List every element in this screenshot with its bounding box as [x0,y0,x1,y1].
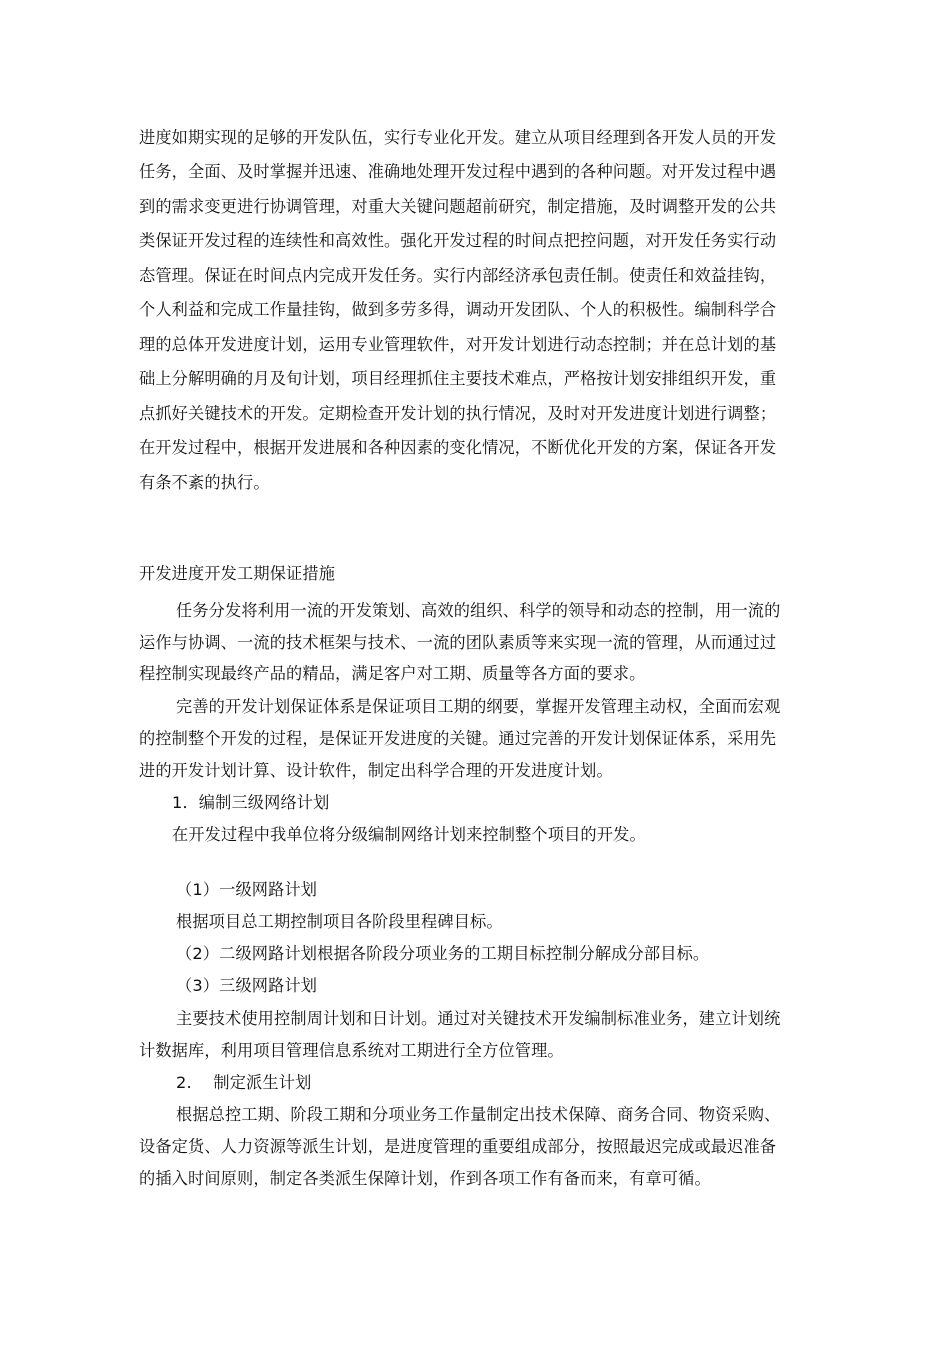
item2-text-line: 设备定货、人力资源等派生计划，是进度管理的重要组成部分，按照最迟完成或最迟准备 [139,1137,777,1156]
item1-heading: 1．编制三级网络计划 [172,793,330,812]
paragraph1-line: 态管理。保证在时间点内完成开发任务。实行内部经济承包责任制。使责任和效益挂钩， [139,266,777,285]
sub3-text-line: 主要技术使用控制周计划和日计划。通过对关键技术开发编制标准业务，建立计划统 [176,1009,781,1028]
paragraph1-line: 进度如期实现的足够的开发队伍，实行专业化开发。建立从项目经理到各开发人员的开发 [139,128,777,147]
section-title: 开发进度开发工期保证措施 [139,564,336,583]
sub2-line: （2）二级网路计划根据各阶段分项业务的工期目标控制分解成分部目标。 [176,944,710,963]
paragraph3-line: 完善的开发计划保证体系是保证项目工期的纲要，掌握开发管理主动权，全面而宏观 [176,697,781,716]
sub3-heading: （3）三级网路计划 [176,976,318,995]
paragraph1-line: 在开发过程中，根据开发进展和各种因素的变化情况，不断优化开发的方案，保证各开发 [139,438,777,457]
sub1-heading: （1）一级网路计划 [176,880,318,899]
paragraph1-line: 类保证开发过程的连续性和高效性。强化开发过程的时间点把控问题，对开发任务实行动 [139,231,777,250]
item2-heading: 2. 制定派生计划 [176,1073,312,1092]
paragraph1-line: 理的总体开发进度计划，运用专业管理软件，对开发计划进行动态控制；并在总计划的基 [139,335,777,354]
paragraph1-line: 础上分解明确的月及旬计划，项目经理抓住主要技术难点，严格按计划安排组织开发，重 [139,369,777,388]
paragraph1-line: 有条不紊的执行。 [139,473,270,492]
item2-text-line: 根据总控工期、阶段工期和分项业务工作量制定出技术保障、商务合同、物资采购、 [176,1105,781,1124]
paragraph2-line: 运作与协调、一流的技术框架与技术、一流的团队素质等来实现一流的管理，从而通过过 [139,633,777,652]
paragraph1-line: 到的需求变更进行协调管理，对重大关键问题超前研究，制定措施，及时调整开发的公共 [139,197,777,216]
item1-text: 在开发过程中我单位将分级编制网络计划来控制整个项目的开发。 [172,825,646,844]
paragraph2-line: 任务分发将利用一流的开发策划、高效的组织、科学的领导和动态的控制，用一流的 [176,601,781,620]
paragraph1-line: 任务，全面、及时掌握并迅速、准确地处理开发过程中遇到的各种问题。对开发过程中遇 [139,162,777,181]
paragraph3-line: 进的开发计划计算、设计软件，制定出科学合理的开发进度计划。 [139,761,613,780]
sub1-text: 根据项目总工期控制项目各阶段里程碑目标。 [176,912,503,931]
paragraph1-line: 点抓好关键技术的开发。定期检查开发计划的执行情况，及时对开发进度计划进行调整； [139,404,777,423]
paragraph2-line: 程控制实现最终产品的精品，满足客户对工期、质量等各方面的要求。 [139,664,646,683]
sub3-text-line: 计数据库，利用项目管理信息系统对工期进行全方位管理。 [139,1041,564,1060]
paragraph3-line: 的控制整个开发的过程，是保证开发进度的关键。通过完善的开发计划保证体系，采用先 [139,729,777,748]
item2-text-line: 的插入时间原则，制定各类派生保障计划，作到各项工作有备而来，有章可循。 [139,1169,711,1188]
paragraph1-line: 个人利益和完成工作量挂钩，做到多劳多得，调动开发团队、个人的积极性。编制科学合 [139,300,777,319]
